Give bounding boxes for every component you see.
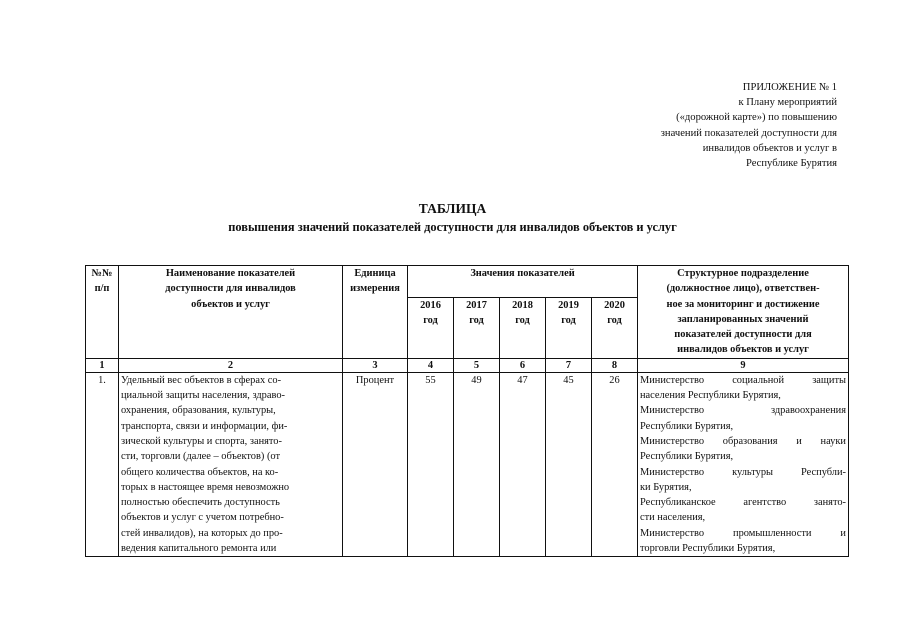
year-suffix: год [607,314,622,326]
cell-line: торговли Республики Бурятия, [640,543,776,555]
cell-line: объектов и услуг с учетом потребно- [121,512,284,524]
year-label: 2017 [466,299,487,311]
header-year-2016 [408,297,454,358]
header-year-2019 [546,297,592,358]
header-text: запланированных значений [677,313,809,325]
cell-line: охранения, образования, культуры, [121,405,276,417]
cell-line: ки Бурятия, [640,481,692,493]
cell-line: транспорта, связи и информации, фи- [121,420,288,432]
cell-line: Министерство культуры Республи- [640,466,846,478]
cell-line: Министерство промышленности и [640,527,846,539]
cell-line: ведения капитального ремонта или [121,543,277,555]
header-text: №№ [91,268,113,279]
appendix-line: («дорожной карте») по повышению [676,112,837,124]
cell-line: зической культуры и спорта, занято- [121,435,282,447]
row-indicator-name [119,372,343,557]
header-text: Наименование показателей [165,268,296,279]
column-number: 3 [343,358,408,372]
indicators-table [85,265,849,557]
column-number: 5 [454,358,500,372]
header-name [119,266,343,359]
cell-line: полностью обеспечить доступность [121,497,280,509]
row-value-2020: 26 [592,372,638,557]
header-text: п/п [94,283,110,295]
document-subtitle: повышения значений показателей доступности для инвалидов объектов и услуг [228,220,677,234]
year-label: 2018 [512,299,533,311]
cell-line: Республиканское агентство занято- [640,497,846,509]
document-title: ТАБЛИЦА [418,201,487,216]
cell-line: общего количества объектов, на ко- [121,466,279,478]
year-suffix: год [469,314,484,326]
column-number: 1 [86,358,119,372]
header-text: Единица [354,268,396,279]
row-number: 1. [86,372,119,557]
cell-line: Республики Бурятия, [640,451,734,463]
header-text: (должностное лицо), ответствен- [666,283,820,295]
row-value-2016: 55 [408,372,454,557]
cell-line: циальной защиты населения, здраво- [121,390,285,402]
header-text: ное за мониторинг и достижение [666,298,820,310]
year-label: 2016 [420,299,441,311]
header-row [86,266,849,298]
cell-line: стей инвалидов), на которых до про- [121,527,283,539]
header-text: показателей доступности для [674,329,812,341]
column-number: 4 [408,358,454,372]
header-year-2018 [500,297,546,358]
year-suffix: год [515,314,530,326]
header-responsible [638,266,849,359]
column-number: 2 [119,358,343,372]
appendix-header [577,80,837,171]
header-text: измерения [350,283,400,295]
cell-line: Министерство образования и науки [640,435,846,447]
header-text: Структурное подразделение [677,268,809,279]
year-suffix: год [423,314,438,326]
appendix-line: значений показателей доступности для [660,127,837,139]
header-text: инвалидов объектов и услуг [677,344,809,356]
cell-line: Министерство здравоохранения [640,405,846,417]
appendix-line: ПРИЛОЖЕНИЕ № 1 [742,82,837,93]
cell-line: Министерство социальной защиты [640,374,846,386]
cell-line: населения Республики Бурятия, [640,390,781,402]
row-unit: Процент [343,372,408,557]
cell-line: сти населения, [640,512,706,524]
cell-line: торых в настоящее время невозможно [121,481,290,493]
header-values-group: Значения показателей [408,266,638,298]
cell-line: Удельный вес объектов в сферах со- [121,374,282,386]
year-suffix: год [561,314,576,326]
header-num [86,266,119,359]
column-number: 7 [546,358,592,372]
header-year-2017 [454,297,500,358]
year-label: 2020 [604,299,625,311]
header-text: доступности для инвалидов [165,283,296,295]
appendix-line: к Плану мероприятий [738,97,837,109]
column-numbers-row [86,358,849,372]
cell-line: Республики Бурятия, [640,420,734,432]
appendix-line: Республике Бурятия [745,158,837,170]
table-row [86,372,849,557]
row-value-2017: 49 [454,372,500,557]
cell-line: сти, торговли (далее – объектов) (от [121,451,281,463]
appendix-line: инвалидов объектов и услуг в [702,142,837,154]
column-number: 6 [500,358,546,372]
row-responsible [638,372,849,557]
row-value-2019: 45 [546,372,592,557]
header-text: объектов и услуг [191,298,270,310]
column-number: 9 [638,358,849,372]
header-unit [343,266,408,359]
row-value-2018: 47 [500,372,546,557]
year-label: 2019 [558,299,579,311]
header-year-2020 [592,297,638,358]
column-number: 8 [592,358,638,372]
